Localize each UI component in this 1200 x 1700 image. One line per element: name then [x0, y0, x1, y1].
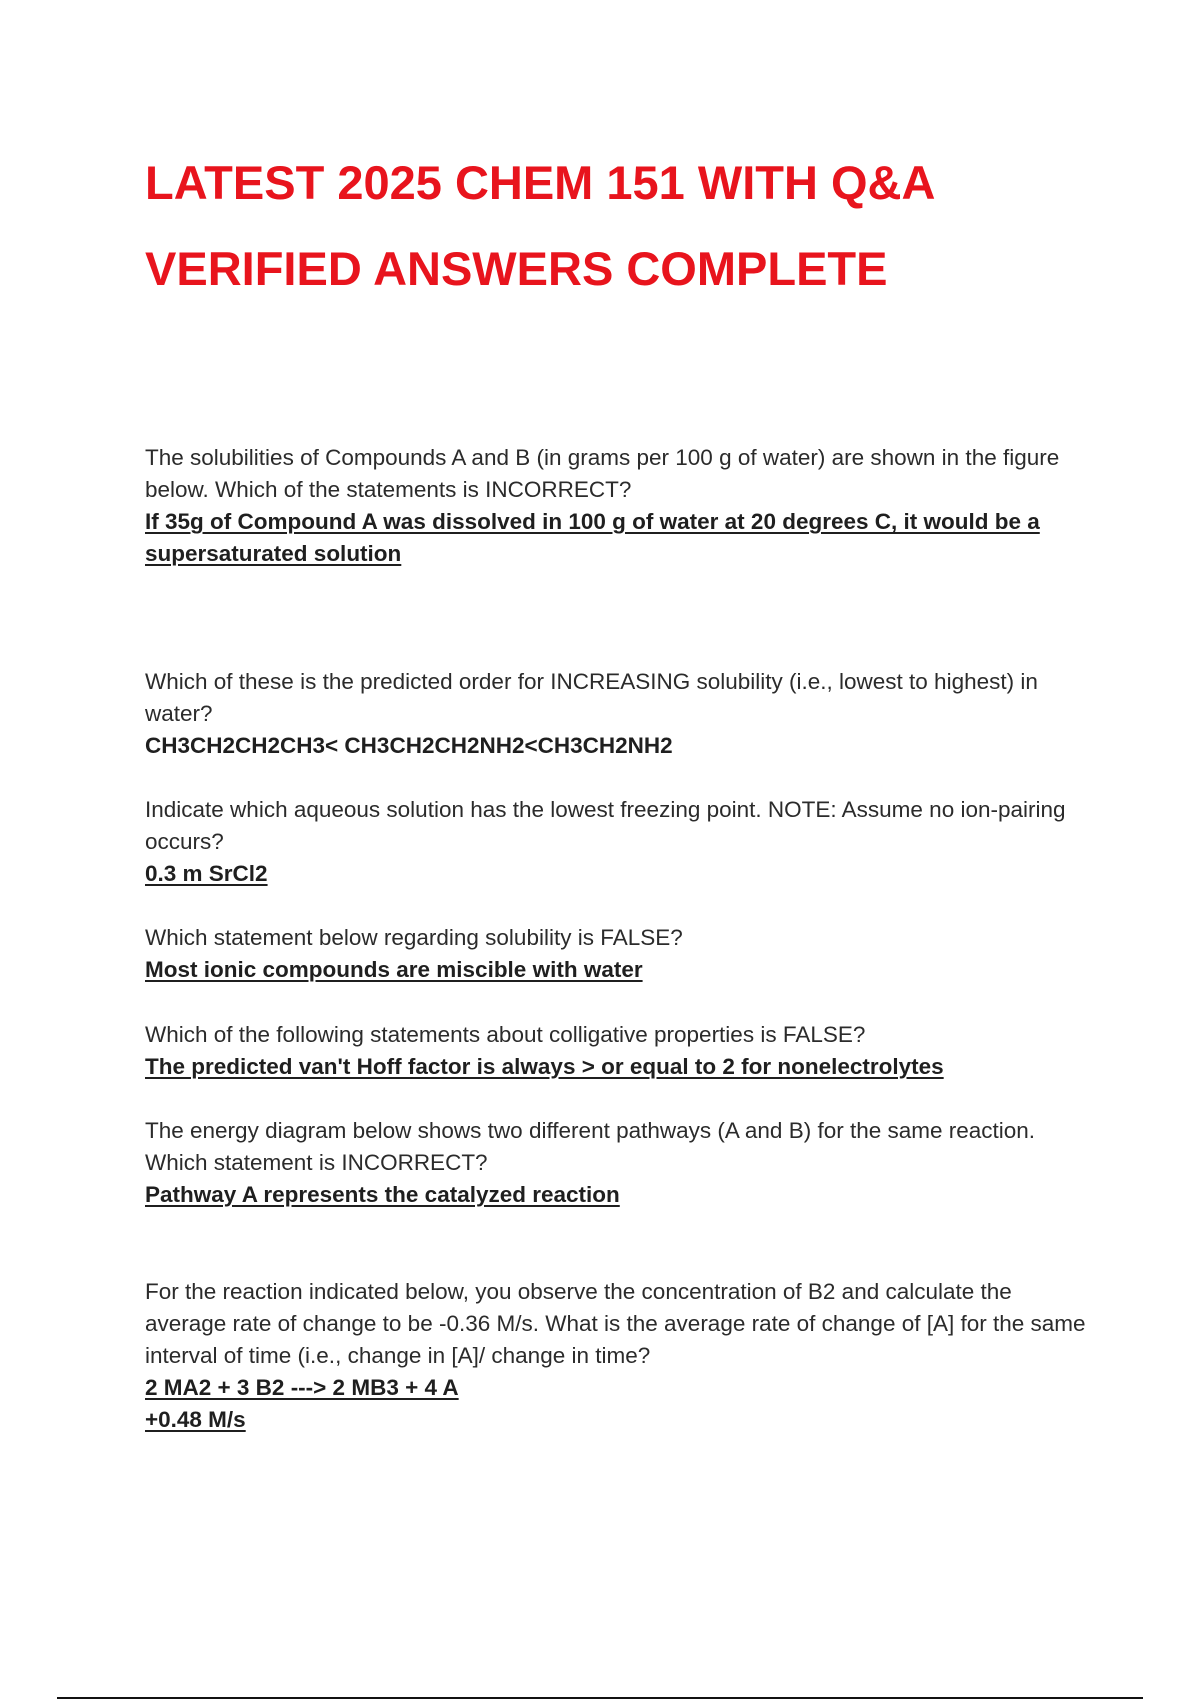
question-text: For the reaction indicated below, you observe the concentration of B2 and calculate the average rate of change to be -0.36 M/s. What is the average rate of change of [A] for the same interval of time (i.e., change in [A]/ change in time? [145, 1279, 1086, 1368]
title-line-1: LATEST 2025 CHEM 151 WITH Q&A [145, 156, 936, 209]
question-text: The energy diagram below shows two different pathways (A and B) for the same reaction. Which statement is INCORRECT? [145, 1118, 1036, 1175]
qa-block-4 [145, 922, 1090, 986]
qa-block-1 [145, 442, 1090, 570]
qa-block-3 [145, 794, 1090, 890]
answer-text: Most ionic compounds are miscible with water [145, 957, 643, 982]
question-text: Which statement below regarding solubility is FALSE? [145, 925, 683, 950]
qa-block-6 [145, 1115, 1090, 1211]
question-text: Which of these is the predicted order for INCREASING solubility (i.e., lowest to highest) in water? [145, 669, 1038, 726]
question-text: Which of the following statements about colligative properties is FALSE? [145, 1022, 866, 1047]
qa-block-5 [145, 1019, 1090, 1083]
document-title [145, 140, 1105, 312]
answer-text: +0.48 M/s [145, 1407, 246, 1432]
answer-text: CH3CH2CH2CH3< CH3CH2CH2NH2<CH3CH2NH2 [145, 733, 673, 758]
answer-text: If 35g of Compound A was dissolved in 100 g of water at 20 degrees C, it would be a supersaturated solution [145, 509, 1040, 566]
question-text: Indicate which aqueous solution has the lowest freezing point. NOTE: Assume no ion-pairing occurs? [145, 797, 1066, 854]
answer-text: The predicted van't Hoff factor is always > or equal to 2 for nonelectrolytes [145, 1054, 944, 1079]
answer-text: 0.3 m SrCl2 [145, 861, 268, 886]
reaction-equation: 2 MA2 + 3 B2 ---> 2 MB3 + 4 A [145, 1375, 459, 1400]
answer-text: Pathway A represents the catalyzed reaction [145, 1182, 620, 1207]
question-text: The solubilities of Compounds A and B (in grams per 100 g of water) are shown in the figure below. Which of the statements is INCORRECT? [145, 445, 1060, 502]
footer-divider [57, 1697, 1143, 1699]
title-line-2: VERIFIED ANSWERS COMPLETE [145, 242, 888, 295]
qa-block-2 [145, 666, 1090, 762]
qa-block-7 [145, 1276, 1090, 1436]
